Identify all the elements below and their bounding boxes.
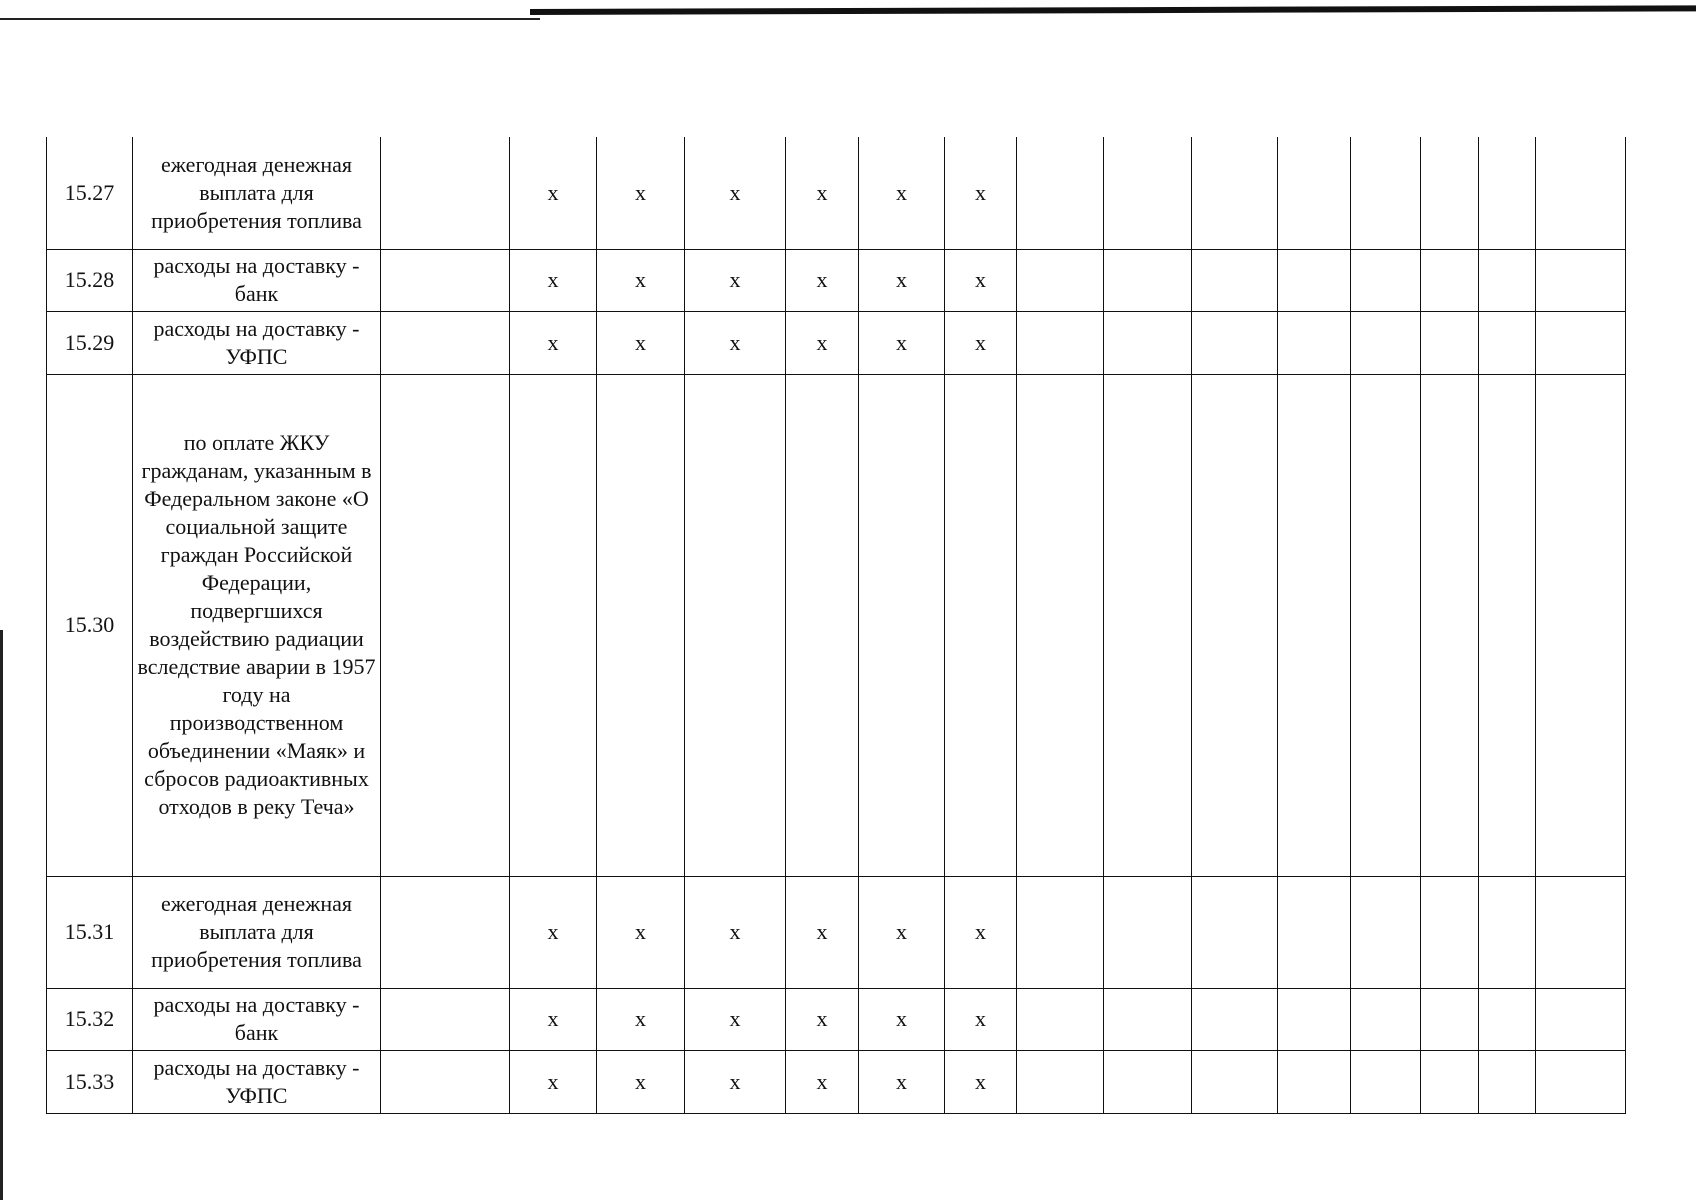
value-cell [1104,137,1192,249]
value-cell [1351,137,1421,249]
value-cell [1421,876,1479,988]
value-cell [1017,137,1104,249]
row-number-cell: 15.31 [47,876,133,988]
value-cell [1017,374,1104,876]
value-cell [859,374,945,876]
value-cell [1192,988,1278,1050]
value-cell: x [859,249,945,311]
value-cell: x [597,876,685,988]
value-cell [381,137,510,249]
value-cell [381,249,510,311]
value-cell [1479,374,1536,876]
value-cell [381,876,510,988]
row-description-cell: по оплате ЖКУ гражданам, указанным в Федеральном законе «О социальной защите граждан Российской Федерации, подвергшихся воздействию радиации вследствие аварии в 1957 году на производственном объединении «Маяк» и сбросов радиоактивных отходов в реку Теча» [133,374,381,876]
value-cell [685,374,786,876]
row-number-cell: 15.28 [47,249,133,311]
value-cell: x [945,988,1017,1050]
table-row [47,374,1626,876]
value-cell [1479,249,1536,311]
value-cell [1479,876,1536,988]
value-cell: x [685,249,786,311]
value-cell [1278,876,1351,988]
value-cell [381,1050,510,1113]
value-cell [1536,249,1626,311]
value-cell: x [510,988,597,1050]
value-cell: x [945,876,1017,988]
value-cell [1351,374,1421,876]
value-cell [1479,311,1536,374]
value-cell: x [510,137,597,249]
value-cell [1017,876,1104,988]
value-cell [1421,988,1479,1050]
value-cell [1421,137,1479,249]
value-cell [1017,1050,1104,1113]
value-cell: x [786,311,859,374]
value-cell: x [786,249,859,311]
value-cell: x [786,876,859,988]
value-cell: x [510,876,597,988]
value-cell [381,988,510,1050]
row-number-cell: 15.27 [47,137,133,249]
value-cell: x [859,988,945,1050]
value-cell: x [685,876,786,988]
value-cell [1017,311,1104,374]
row-number-cell: 15.30 [47,374,133,876]
value-cell [1192,876,1278,988]
budget-table [46,137,1626,1114]
table-body [47,137,1626,1113]
value-cell: x [510,1050,597,1113]
value-cell [1104,374,1192,876]
value-cell [1536,311,1626,374]
value-cell [1536,876,1626,988]
row-description-cell: расходы на доставку - УФПС [133,1050,381,1113]
value-cell [1351,249,1421,311]
row-description-cell: расходы на доставку - банк [133,249,381,311]
value-cell: x [597,988,685,1050]
value-cell: x [597,249,685,311]
value-cell [1479,137,1536,249]
value-cell [1104,249,1192,311]
value-cell: x [786,988,859,1050]
value-cell [1536,988,1626,1050]
table-row [47,311,1626,374]
value-cell [1351,311,1421,374]
row-number-cell: 15.33 [47,1050,133,1113]
row-number-cell: 15.32 [47,988,133,1050]
value-cell [1278,374,1351,876]
value-cell: x [945,1050,1017,1113]
value-cell [1421,249,1479,311]
value-cell: x [685,988,786,1050]
value-cell: x [597,1050,685,1113]
value-cell: x [510,311,597,374]
value-cell [1278,988,1351,1050]
value-cell [1017,249,1104,311]
top-rule-thin [0,18,540,20]
value-cell [1278,1050,1351,1113]
value-cell [510,374,597,876]
table-row [47,1050,1626,1113]
table-row [47,249,1626,311]
value-cell [1278,137,1351,249]
value-cell: x [945,311,1017,374]
value-cell: x [786,137,859,249]
value-cell: x [597,137,685,249]
top-rule-thick [530,5,1696,15]
table-row [47,137,1626,249]
value-cell: x [510,249,597,311]
value-cell: x [859,311,945,374]
row-description-cell: ежегодная денежная выплата для приобретения топлива [133,876,381,988]
value-cell [945,374,1017,876]
row-description-cell: расходы на доставку - банк [133,988,381,1050]
value-cell [1192,1050,1278,1113]
left-margin-line [0,630,3,1200]
value-cell [1278,249,1351,311]
value-cell [1104,876,1192,988]
value-cell: x [859,137,945,249]
value-cell: x [945,137,1017,249]
value-cell [1536,137,1626,249]
value-cell [1479,1050,1536,1113]
value-cell [1479,988,1536,1050]
value-cell [1017,988,1104,1050]
value-cell: x [786,1050,859,1113]
value-cell [1192,374,1278,876]
value-cell [1278,311,1351,374]
value-cell [1192,249,1278,311]
value-cell [1421,311,1479,374]
row-description-cell: расходы на доставку - УФПС [133,311,381,374]
value-cell [786,374,859,876]
value-cell [1104,988,1192,1050]
value-cell: x [859,1050,945,1113]
value-cell [1351,876,1421,988]
value-cell: x [945,249,1017,311]
value-cell: x [685,137,786,249]
value-cell [1104,1050,1192,1113]
row-number-cell: 15.29 [47,311,133,374]
value-cell [381,374,510,876]
value-cell: x [685,1050,786,1113]
value-cell [597,374,685,876]
value-cell: x [685,311,786,374]
table-row [47,988,1626,1050]
value-cell [1192,311,1278,374]
value-cell [1104,311,1192,374]
value-cell [1351,1050,1421,1113]
value-cell [1536,374,1626,876]
value-cell [1421,1050,1479,1113]
value-cell [1192,137,1278,249]
value-cell [381,311,510,374]
table-row [47,876,1626,988]
row-description-cell: ежегодная денежная выплата для приобретения топлива [133,137,381,249]
value-cell [1421,374,1479,876]
value-cell [1536,1050,1626,1113]
value-cell [1351,988,1421,1050]
value-cell: x [597,311,685,374]
value-cell: x [859,876,945,988]
